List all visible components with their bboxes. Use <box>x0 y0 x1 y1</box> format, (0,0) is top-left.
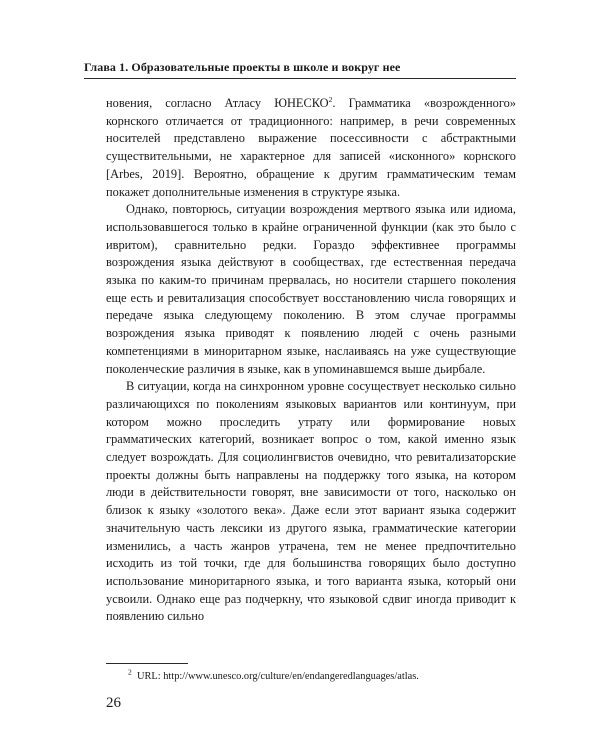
paragraph-1-rest: . Грамматика «возрожденного» корнского отличается от традиционного: например, в речи современных носителей представлено выражение посессивности с абстрактными существительными, не характерное для записей «исконного» корнского [Arbes, 2019]. Вероятно, обращение к другим грамматическим темам покажет дополнительные изменения в структуре языка. <box>106 96 516 199</box>
paragraph-3: В ситуации, когда на синхронном уровне сосуществует несколько сильно различающихся по поколениям языковых вариантов или континуум, при котором можно проследить утрату или формирование новых грамматических категорий, возникает вопрос о том, какой именно язык следует возрождать. Для социолингвистов очевидно, что ревитализаторские проекты должны быть направлены на поддержку того языка, на котором люди в действительности говорят, вне зависимости от того, насколько он близок к языку «золотого века». Даже если этот вариант языка содержит значительную часть лексики из другого языка, грамматические категории изменились, а часть жанров утрачена, тем не менее предпочтительно исходить из той точки, где для большинства говорящих было доступно использование миноритарного языка, и того варианта языка, который они усвоили. Однако еще раз подчеркну, что языковой сдвиг иногда приводит к появлению сильно <box>106 379 516 624</box>
footnote <box>128 667 419 682</box>
paragraph-2: Однако, повторюсь, ситуации возрождения мертвого языка или идиома, использовавшегося только в крайне ограниченной функции (как это было с ивритом), сравнительно редки. Гораздо эффективнее программы возрождения языка действуют в сообществах, где естественная передача языка по каким-то причинам прервалась, но носители старшего поколения еще есть и ревитализация способствует восстановлению числа говорящих и передаче языка следующему поколению. В этом случае программы возрождения языка приводят к появлению людей с очень разными компетенциями в миноритарном языке, наслаиваясь на уже существующие поколенческие различия в языке, как в упоминавшемся выше дьирбале. <box>106 202 516 376</box>
page-number: 26 <box>106 695 121 711</box>
body-text <box>106 95 516 626</box>
paragraph-1 <box>106 95 516 201</box>
footnote-text: URL: http://www.unesco.org/culture/en/endangeredlanguages/atlas. <box>136 671 419 682</box>
footnote-reference[interactable]: 2 <box>328 94 333 104</box>
footnote-divider <box>106 663 188 664</box>
footnote-number: 2 <box>128 667 132 677</box>
header-divider <box>84 78 516 79</box>
paragraph-1-start: новения, согласно Атласу ЮНЕСКО <box>106 96 329 110</box>
running-header: Глава 1. Образовательные проекты в школе и вокруг нее <box>84 60 401 74</box>
